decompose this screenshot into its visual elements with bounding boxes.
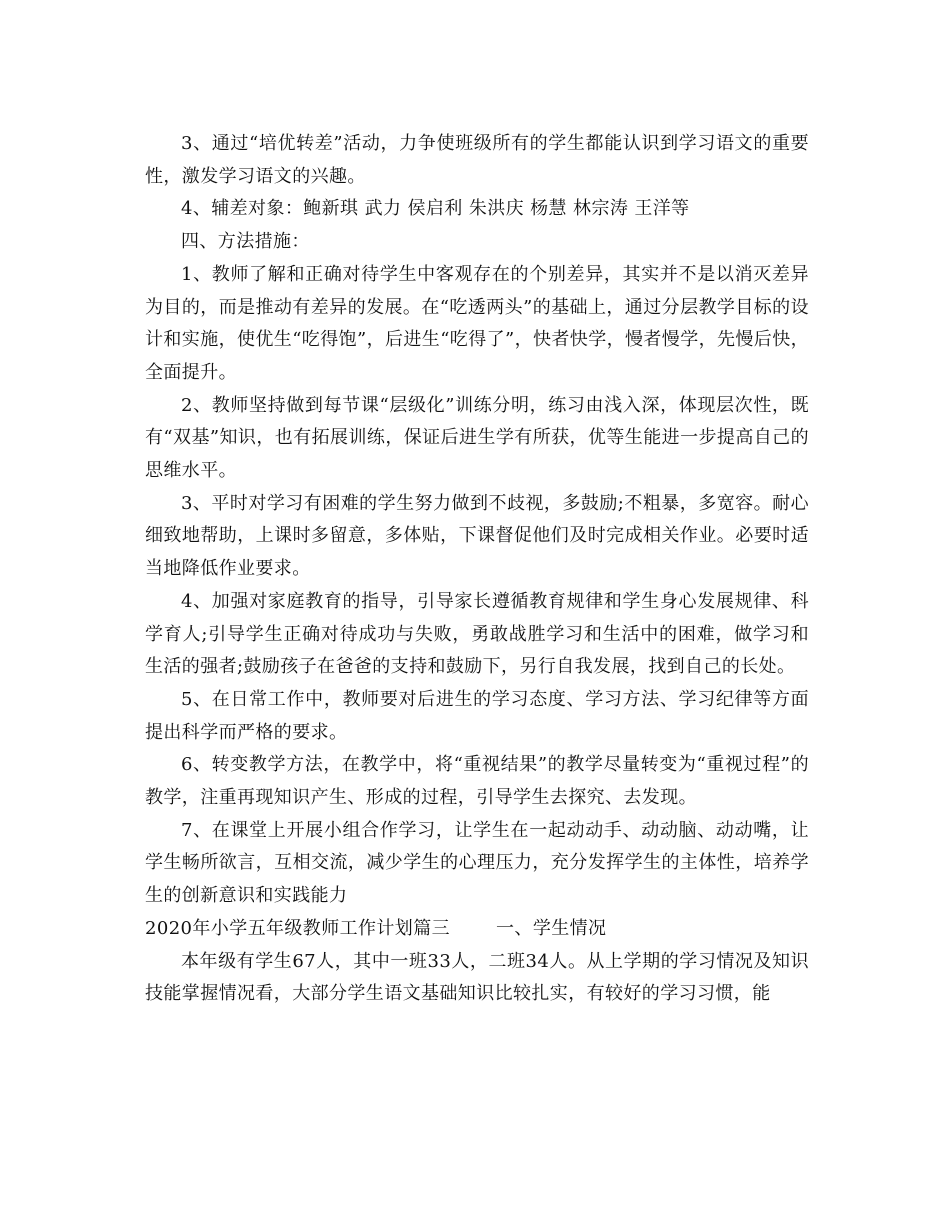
section-heading-line <box>145 913 809 946</box>
paragraph-method-7: 7、在课堂上开展小组合作学习，让学生在一起动动手、动动脑、动动嘴，让学生畅所欲言，互相交流，减少学生的心理压力，充分发挥学生的主体性，培养学生的创新意识和实践能力 <box>145 819 809 907</box>
paragraph-student-situation: 本年级有学生67人，其中一班33人，二班34人。从上学期的学习情况及知识技能掌握情况看，大部分学生语文基础知识比较扎实，有较好的学习习惯，能 <box>145 950 809 1005</box>
section-title: 2020年小学五年级教师工作计划篇三 <box>145 917 451 939</box>
paragraph-method-3: 3、平时对学习有困难的学生努力做到不歧视，多鼓励;不粗暴，多宽容。耐心细致地帮助，上课时多留意，多体贴，下课督促他们及时完成相关作业。必要时适当地降低作业要求。 <box>145 492 809 580</box>
paragraph-method-4: 4、加强对家庭教育的指导，引导家长遵循教育规律和学生身心发展规律、科学育人;引导学生正确对待成功与失败，勇敢战胜学习和生活中的困难，做学习和生活的强者;鼓励孩子在爸爸的支持和鼓励下，另行自我发展，找到自己的长处。 <box>145 590 809 678</box>
paragraph-method-6: 6、转变教学方法，在教学中，将“重视结果”的教学尽量转变为“重视过程”的教学，注重再现知识产生、形成的过程，引导学生去探究、去发现。 <box>145 754 809 809</box>
paragraph-point-3: 3、通过“培优转差”活动，力争使班级所有的学生都能认识到学习语文的重要性，激发学习语文的兴趣。 <box>145 133 809 187</box>
paragraph-tutoring-targets: 4、辅差对象：鲍新琪 武力 侯启利 朱洪庆 杨慧 林宗涛 王洋等 <box>181 198 690 220</box>
paragraph-method-2: 2、教师坚持做到每节课“层级化”训练分明，练习由浅入深，体现层次性，既有“双基”知识，也有拓展训练，保证后进生学有所获，优等生能进一步提高自己的思维水平。 <box>145 394 809 482</box>
document-body <box>145 128 809 1011</box>
section-subtitle: 一、学生情况 <box>496 917 607 939</box>
paragraph-method-1: 1、教师了解和正确对待学生中客观存在的个别差异，其实并不是以消灭差异为目的，而是推动有差异的发展。在“吃透两头”的基础上，通过分层教学目标的设计和实施，使优生“吃得饱”，后进生“吃得了”，快者快学，慢者慢学，先慢后快，全面提升。 <box>145 263 810 383</box>
section-heading-methods: 四、方法措施： <box>181 231 310 253</box>
paragraph-method-5: 5、在日常工作中，教师要对后进生的学习态度、学习方法、学习纪律等方面提出科学而严格的要求。 <box>145 688 809 743</box>
